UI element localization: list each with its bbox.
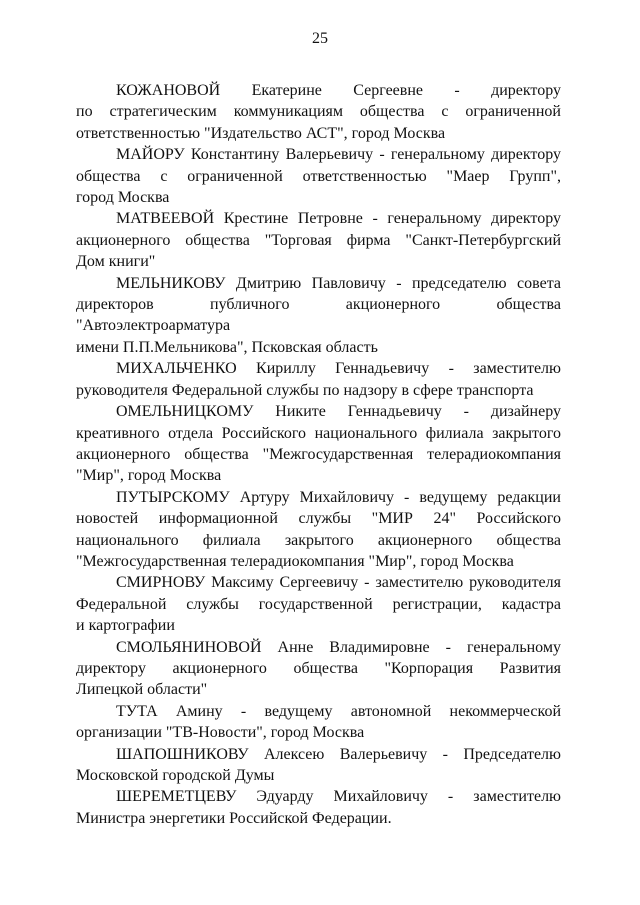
entry-first-line: ШАПОШНИКОВУ Алексею Валерьевичу - Председателю [116, 745, 561, 763]
award-entry [76, 701, 561, 744]
entry-line: город Москва [76, 189, 170, 207]
entry-first-line: ПУТЫРСКОМУ Артуру Михайловичу - ведущему редакции [116, 488, 561, 506]
award-entry [76, 358, 561, 401]
award-entry [76, 273, 561, 359]
entry-line: руководителя Федеральной службы по надзору в сфере транспорта [76, 381, 534, 399]
entry-first-line: ШЕРЕМЕТЦЕВУ Эдуарду Михайловичу - заместителю [116, 788, 561, 806]
award-entry [76, 637, 561, 701]
entry-line: Дом книги" [76, 253, 156, 271]
award-entry [76, 786, 561, 829]
entry-first-line: СМОЛЬЯНИНОВОЙ Анне Владимировне - генеральному [116, 638, 561, 656]
entry-line: Московской городской Думы [76, 767, 275, 784]
entry-line: акционерного общества "Торговая фирма "Санкт-Петербургский [76, 231, 561, 249]
entry-line: Министра энергетики Российской Федерации. [76, 809, 392, 827]
entry-line: имени П.П.Мельникова", Псковская область [76, 338, 378, 356]
entry-first-line: ТУТА Амину - ведущему автономной некоммерческой [116, 702, 561, 720]
entry-line: "Межгосударственная телерадиокомпания "Мир", город Москва [76, 552, 514, 570]
entry-first-line: СМИРНОВУ Максиму Сергеевичу - заместителю руководителя [116, 574, 561, 592]
entry-line: ответственностью "Издательство АСТ", город Москва [76, 124, 446, 142]
entry-line: общества с ограниченной ответственностью "Маер Групп", [76, 167, 561, 185]
entry-first-line: МЕЛЬНИКОВУ Дмитрию Павловичу - председателю совета [116, 274, 561, 292]
entry-line: акционерного общества "Межгосударственная телерадиокомпания [76, 445, 561, 463]
award-entry [76, 80, 561, 144]
page-number: 25 [312, 30, 328, 47]
award-entry [76, 572, 561, 636]
award-entry [76, 487, 561, 573]
entry-line: Липецкой области" [76, 681, 208, 699]
entry-first-line: МАЙОРУ Константину Валерьевичу - генеральному директору [116, 146, 561, 164]
entry-first-line: МИХАЛЬЧЕНКО Кириллу Геннадьевичу - заместителю [116, 360, 561, 378]
entry-line: организации "ТВ-Новости", город Москва [76, 724, 365, 742]
entry-line: директору акционерного общества "Корпорация Развития [76, 659, 561, 677]
award-entry [76, 144, 561, 208]
entry-line: новостей информационной службы "МИР 24" Российского [76, 510, 561, 528]
entry-line: креативного отдела Российского национального филиала закрытого [76, 424, 561, 442]
entry-line: национального филиала закрытого акционерного общества [76, 531, 561, 549]
entry-first-line: КОЖАНОВОЙ Екатерине Сергеевне - директору [116, 82, 561, 99]
award-entry [76, 401, 561, 487]
award-entry [76, 208, 561, 272]
entry-first-line: ОМЕЛЬНИЦКОМУ Никите Геннадьевичу - дизайнеру [116, 403, 561, 421]
award-entry [76, 744, 561, 787]
entry-line: директоров публичного акционерного общества "Автоэлектроарматура [76, 296, 561, 335]
entry-line: Федеральной службы государственной регистрации, кадастра [76, 595, 561, 613]
entry-first-line: МАТВЕЕВОЙ Крестине Петровне - генеральному директору [116, 210, 561, 228]
award-list [76, 80, 561, 829]
entry-line: по стратегическим коммуникациям общества с ограниченной [76, 103, 561, 121]
entry-line: и картографии [76, 617, 175, 635]
entry-line: "Мир", город Москва [76, 467, 222, 485]
